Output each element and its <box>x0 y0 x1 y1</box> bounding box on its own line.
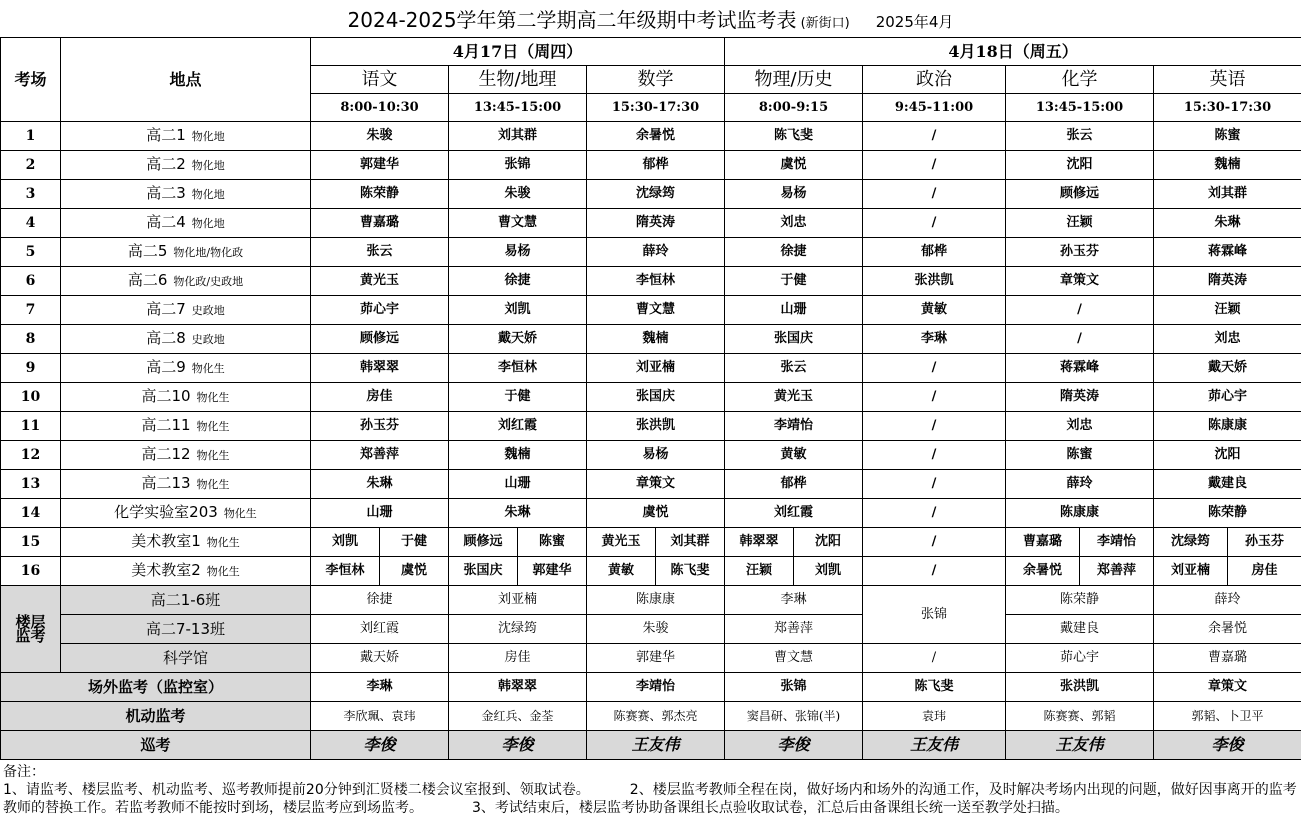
table-row <box>1 702 1301 731</box>
invigilator-cell: 沈阳 <box>794 528 863 557</box>
location-cell <box>61 354 311 383</box>
class-track: 物化生 <box>223 507 257 520</box>
invigilator-cell: 于健 <box>380 528 449 557</box>
invigilator-cell: 陈康康 <box>1006 499 1154 528</box>
invigilator-cell: 章策文 <box>1006 267 1154 296</box>
invigilator-cell: 沈阳 <box>1006 151 1154 180</box>
invigilator-cell: / <box>863 499 1006 528</box>
mobile-invigilator: 郭韬、卜卫平 <box>1154 702 1301 731</box>
invigilator-cell: 郁桦 <box>863 238 1006 267</box>
title-campus: (新街口) <box>800 16 850 31</box>
class-track: 物化生 <box>196 420 230 433</box>
invigilator-cell: 黄敏 <box>863 296 1006 325</box>
location-name: 美术教室1 <box>131 532 201 550</box>
invigilator-cell: 朱骏 <box>311 122 449 151</box>
floor-invigilator: 郭建华 <box>587 644 725 673</box>
time-header: 15:30-17:30 <box>587 94 725 122</box>
invigilator-cell: 李琳 <box>863 325 1006 354</box>
invigilator-cell: 房佳 <box>1228 557 1301 586</box>
invigilator-cell: 黄敏 <box>725 441 863 470</box>
invigilator-cell: / <box>863 528 1006 557</box>
time-header: 15:30-17:30 <box>1154 94 1301 122</box>
location-name: 高二12 <box>141 445 191 463</box>
invigilator-cell: / <box>863 557 1006 586</box>
notes-head: 备注： <box>3 764 45 780</box>
invigilator-cell: 薛玲 <box>1006 470 1154 499</box>
class-track: 史政地 <box>191 333 225 346</box>
invigilator-cell: 隋英涛 <box>1154 267 1301 296</box>
table-row <box>1 325 1301 354</box>
table-row <box>1 470 1301 499</box>
invigilator-cell: 刘凯 <box>311 528 380 557</box>
floor-invigilator: 徐捷 <box>311 586 449 615</box>
class-track: 物化地/物化政 <box>173 246 244 259</box>
room-number: 6 <box>1 267 61 296</box>
invigilator-cell: 于健 <box>725 267 863 296</box>
invigilator-cell: 刘忠 <box>1006 412 1154 441</box>
page-title <box>0 4 1301 34</box>
location-cell <box>61 151 311 180</box>
invigilator-cell: 蒋霖峰 <box>1006 354 1154 383</box>
outside-invigilator: 李靖怡 <box>587 673 725 702</box>
mobile-invigilator: 陈赛赛、郭韬 <box>1006 702 1154 731</box>
room-number: 5 <box>1 238 61 267</box>
outside-invigilator: 章策文 <box>1154 673 1301 702</box>
invigilation-table <box>0 37 1301 760</box>
location-cell <box>61 412 311 441</box>
invigilator-cell: 朱琳 <box>1154 209 1301 238</box>
location-name: 高二4 <box>146 213 186 231</box>
invigilator-cell: 戴天娇 <box>1154 354 1301 383</box>
table-row <box>1 267 1301 296</box>
class-track: 物化地 <box>191 188 225 201</box>
invigilator-cell: 沈绿筠 <box>587 180 725 209</box>
room-number: 11 <box>1 412 61 441</box>
invigilator-cell: 李恒林 <box>449 354 587 383</box>
floor-invigilator: 茆心宇 <box>1006 644 1154 673</box>
invigilator-cell: 徐捷 <box>449 267 587 296</box>
table-row <box>1 354 1301 383</box>
patrol-invigilator: 王友伟 <box>587 731 725 760</box>
invigilator-cell: 刘红霞 <box>725 499 863 528</box>
class-track: 物化生 <box>206 536 240 549</box>
invigilator-cell: 刘其群 <box>1154 180 1301 209</box>
invigilator-cell: 朱琳 <box>449 499 587 528</box>
room-number: 12 <box>1 441 61 470</box>
room-number: 10 <box>1 383 61 412</box>
table-row <box>1 180 1301 209</box>
floor-invigilator: 薛玲 <box>1154 586 1301 615</box>
floor-invigilator: 曹嘉璐 <box>1154 644 1301 673</box>
invigilator-cell: 沈绿筠 <box>1154 528 1228 557</box>
floor-invigilator: 曹文慧 <box>725 644 863 673</box>
subject-header: 生物/地理 <box>449 66 587 94</box>
invigilator-cell: 虞悦 <box>380 557 449 586</box>
invigilator-cell: / <box>1006 325 1154 354</box>
invigilator-cell: 章策文 <box>587 470 725 499</box>
invigilator-cell: 于健 <box>449 383 587 412</box>
header-day1: 4月17日（周四） <box>311 38 725 66</box>
title-date: 2025年4月 <box>875 13 954 31</box>
outside-invigilator: 张洪凯 <box>1006 673 1154 702</box>
invigilator-cell: 陈蜜 <box>1006 441 1154 470</box>
room-number: 1 <box>1 122 61 151</box>
table-row <box>1 586 1301 615</box>
patrol-invigilator: 李俊 <box>1154 731 1301 760</box>
patrol-invigilator: 王友伟 <box>863 731 1006 760</box>
patrol-invigilator: 李俊 <box>725 731 863 760</box>
location-name: 高二2 <box>146 155 186 173</box>
time-header: 9:45-11:00 <box>863 94 1006 122</box>
time-header: 13:45-15:00 <box>1006 94 1154 122</box>
room-number: 7 <box>1 296 61 325</box>
invigilator-cell: 薛玲 <box>587 238 725 267</box>
subject-header: 英语 <box>1154 66 1301 94</box>
table-row <box>1 296 1301 325</box>
table-row <box>1 528 1301 557</box>
invigilator-cell: / <box>863 383 1006 412</box>
invigilator-cell: 郭建华 <box>518 557 587 586</box>
invigilator-cell: 隋英涛 <box>587 209 725 238</box>
notes-body <box>3 781 1298 817</box>
invigilator-cell: 陈荣静 <box>311 180 449 209</box>
invigilator-cell: / <box>863 412 1006 441</box>
floor-invigilator: 刘红霞 <box>311 615 449 644</box>
patrol-invigilator: 李俊 <box>311 731 449 760</box>
subject-header: 语文 <box>311 66 449 94</box>
location-cell <box>61 238 311 267</box>
note-2: 2、楼层监考教师全程在岗，做好场内和场外的沟通工作，及时解决考场内出现的问题，做好因事离开的监考教师的替换工作。若监考教师不能按时到场，楼层监考应到场监考。 <box>3 782 1297 816</box>
invigilator-cell: 郑善萍 <box>1080 557 1154 586</box>
invigilator-cell: / <box>863 470 1006 499</box>
invigilator-cell: 韩翠翠 <box>311 354 449 383</box>
location-name: 高二9 <box>146 358 186 376</box>
mobile-invigilator: 金红兵、金荃 <box>449 702 587 731</box>
invigilator-cell: 张锦 <box>449 151 587 180</box>
room-number: 3 <box>1 180 61 209</box>
class-track: 物化地 <box>191 217 225 230</box>
invigilator-cell: 李恒林 <box>311 557 380 586</box>
invigilator-cell: 郁桦 <box>587 151 725 180</box>
floor-invigilator: / <box>863 644 1006 673</box>
invigilator-cell: 徐捷 <box>725 238 863 267</box>
invigilator-cell: 山珊 <box>449 470 587 499</box>
location-name: 高二10 <box>141 387 191 405</box>
location-cell <box>61 267 311 296</box>
location-cell <box>61 528 311 557</box>
location-cell <box>61 441 311 470</box>
location-cell <box>61 383 311 412</box>
note-3: 3、考试结束后，楼层监考协助备课组长点验收取试卷，汇总后由备课组长统一送至教学处扫描。 <box>471 800 1069 816</box>
invigilator-cell: 陈康康 <box>1154 412 1301 441</box>
floor-location: 高二1-6班 <box>61 586 311 615</box>
invigilator-cell: 郁桦 <box>725 470 863 499</box>
outside-invigilator: 张锦 <box>725 673 863 702</box>
invigilator-cell: 顾修远 <box>449 528 518 557</box>
invigilator-cell: 郭建华 <box>311 151 449 180</box>
invigilator-cell: 刘其群 <box>656 528 725 557</box>
table-row <box>1 412 1301 441</box>
invigilator-cell: 曹文慧 <box>449 209 587 238</box>
floor-supervision-label: 楼层 监考 <box>1 586 61 673</box>
invigilator-cell: 黄光玉 <box>587 528 656 557</box>
note-1: 1、请监考、楼层监考、机动监考、巡考教师提前20分钟到汇贤楼二楼会议室报到、领取试卷。 <box>3 782 590 798</box>
floor-invigilator: 陈康康 <box>587 586 725 615</box>
invigilator-cell: 朱琳 <box>311 470 449 499</box>
header-room: 考场 <box>1 38 61 122</box>
notes <box>3 763 1298 817</box>
class-track: 物化生 <box>196 449 230 462</box>
table-row <box>1 151 1301 180</box>
room-number: 8 <box>1 325 61 354</box>
header-day2: 4月18日（周五） <box>725 38 1301 66</box>
mobile-invigilator: 陈赛赛、郭杰亮 <box>587 702 725 731</box>
location-name: 高二3 <box>146 184 186 202</box>
invigilator-cell: 陈蜜 <box>518 528 587 557</box>
invigilator-cell: 李恒林 <box>587 267 725 296</box>
mobile-invigilator: 窦昌研、张锦(半) <box>725 702 863 731</box>
subject-header: 物理/历史 <box>725 66 863 94</box>
invigilator-cell: 山珊 <box>725 296 863 325</box>
invigilator-cell: 刘其群 <box>449 122 587 151</box>
invigilator-cell: 刘忠 <box>725 209 863 238</box>
patrol-invigilator: 王友伟 <box>1006 731 1154 760</box>
invigilator-cell: 陈蜜 <box>1154 122 1301 151</box>
invigilator-cell: 孙玉芬 <box>311 412 449 441</box>
invigilator-cell: 李靖怡 <box>1080 528 1154 557</box>
location-name: 高二13 <box>141 474 191 492</box>
location-cell <box>61 180 311 209</box>
table-row <box>1 557 1301 586</box>
time-header: 8:00-10:30 <box>311 94 449 122</box>
room-number: 13 <box>1 470 61 499</box>
floor-invigilator: 朱骏 <box>587 615 725 644</box>
invigilator-cell: 刘凯 <box>794 557 863 586</box>
invigilator-cell: / <box>863 180 1006 209</box>
mobile-label: 机动监考 <box>1 702 311 731</box>
class-track: 物化生 <box>206 565 240 578</box>
class-track: 物化地 <box>191 130 225 143</box>
floor-invigilator: 戴天娇 <box>311 644 449 673</box>
invigilator-cell: 张国庆 <box>725 325 863 354</box>
invigilator-cell: 魏楠 <box>587 325 725 354</box>
invigilator-cell: 刘忠 <box>1154 325 1301 354</box>
invigilator-cell: 虞悦 <box>725 151 863 180</box>
class-track: 物化生 <box>196 478 230 491</box>
location-cell <box>61 557 311 586</box>
invigilator-cell: 虞悦 <box>587 499 725 528</box>
invigilator-cell: 黄敏 <box>587 557 656 586</box>
mobile-invigilator: 李欣珮、袁玮 <box>311 702 449 731</box>
invigilator-cell: 孙玉芬 <box>1006 238 1154 267</box>
invigilator-cell: 汪颖 <box>725 557 794 586</box>
table-row <box>1 731 1301 760</box>
invigilator-cell: 蒋霖峰 <box>1154 238 1301 267</box>
location-cell <box>61 209 311 238</box>
table-row <box>1 441 1301 470</box>
location-name: 高二1 <box>146 126 186 144</box>
patrol-invigilator: 李俊 <box>449 731 587 760</box>
invigilator-cell: 曹文慧 <box>587 296 725 325</box>
outside-invigilator: 陈飞斐 <box>863 673 1006 702</box>
table-row <box>1 209 1301 238</box>
invigilator-cell: 余暑悦 <box>1006 557 1080 586</box>
invigilator-cell: 山珊 <box>311 499 449 528</box>
invigilator-cell: / <box>863 354 1006 383</box>
invigilator-cell: 刘红霞 <box>449 412 587 441</box>
invigilator-cell: / <box>1006 296 1154 325</box>
floor-invigilator: 郑善萍 <box>725 615 863 644</box>
invigilator-cell: / <box>863 209 1006 238</box>
invigilator-cell: 魏楠 <box>449 441 587 470</box>
invigilator-cell: / <box>863 151 1006 180</box>
invigilator-cell: 曹嘉璐 <box>1006 528 1080 557</box>
table-row <box>1 644 1301 673</box>
title-main: 2024-2025学年第二学期高二年级期中考试监考表 <box>347 8 797 32</box>
location-name: 高二8 <box>146 329 186 347</box>
invigilator-cell: 顾修远 <box>311 325 449 354</box>
floor-invigilator: 沈绿筠 <box>449 615 587 644</box>
patrol-label: 巡考 <box>1 731 311 760</box>
time-header: 8:00-9:15 <box>725 94 863 122</box>
location-cell <box>61 499 311 528</box>
invigilator-cell: 韩翠翠 <box>725 528 794 557</box>
invigilator-cell: 易杨 <box>587 441 725 470</box>
invigilator-cell: 孙玉芬 <box>1228 528 1301 557</box>
floor-politics: 张锦 <box>863 586 1006 644</box>
table-row <box>1 673 1301 702</box>
mobile-invigilator: 袁玮 <box>863 702 1006 731</box>
invigilator-cell: 魏楠 <box>1154 151 1301 180</box>
invigilator-cell: 张洪凯 <box>863 267 1006 296</box>
invigilator-cell: 汪颖 <box>1154 296 1301 325</box>
location-name: 化学实验室203 <box>114 503 218 521</box>
invigilator-cell: 刘亚楠 <box>587 354 725 383</box>
invigilator-cell: 茆心宇 <box>311 296 449 325</box>
invigilator-cell: / <box>863 122 1006 151</box>
invigilator-cell: 戴建良 <box>1154 470 1301 499</box>
time-header: 13:45-15:00 <box>449 94 587 122</box>
room-number: 2 <box>1 151 61 180</box>
floor-invigilator: 李琳 <box>725 586 863 615</box>
invigilator-cell: 张国庆 <box>449 557 518 586</box>
invigilator-cell: 余暑悦 <box>587 122 725 151</box>
table-row <box>1 615 1301 644</box>
location-cell <box>61 296 311 325</box>
subject-header: 数学 <box>587 66 725 94</box>
location-name: 高二7 <box>146 300 186 318</box>
invigilator-cell: 陈荣静 <box>1154 499 1301 528</box>
outside-invigilator: 李琳 <box>311 673 449 702</box>
table-row <box>1 238 1301 267</box>
invigilator-cell: 张云 <box>1006 122 1154 151</box>
outside-invigilator: 韩翠翠 <box>449 673 587 702</box>
class-track: 史政地 <box>191 304 225 317</box>
invigilator-cell: 隋英涛 <box>1006 383 1154 412</box>
table-row <box>1 38 1301 66</box>
floor-invigilator: 房佳 <box>449 644 587 673</box>
class-track: 物化生 <box>196 391 230 404</box>
floor-invigilator: 余暑悦 <box>1154 615 1301 644</box>
invigilator-cell: / <box>863 441 1006 470</box>
invigilator-cell: 刘亚楠 <box>1154 557 1228 586</box>
invigilator-cell: 顾修远 <box>1006 180 1154 209</box>
header-location: 地点 <box>61 38 311 122</box>
floor-invigilator: 陈荣静 <box>1006 586 1154 615</box>
invigilator-cell: 曹嘉璐 <box>311 209 449 238</box>
location-cell <box>61 470 311 499</box>
floor-location: 科学馆 <box>61 644 311 673</box>
invigilator-cell: 易杨 <box>449 238 587 267</box>
location-cell <box>61 325 311 354</box>
invigilator-cell: 李靖怡 <box>725 412 863 441</box>
subject-header: 政治 <box>863 66 1006 94</box>
invigilator-cell: 沈阳 <box>1154 441 1301 470</box>
location-name: 高二6 <box>127 271 168 289</box>
class-track: 物化生 <box>191 362 225 375</box>
invigilator-cell: 易杨 <box>725 180 863 209</box>
invigilator-cell: 刘凯 <box>449 296 587 325</box>
invigilator-cell: 张洪凯 <box>587 412 725 441</box>
room-number: 16 <box>1 557 61 586</box>
invigilator-cell: 戴天娇 <box>449 325 587 354</box>
invigilator-cell: 陈飞斐 <box>656 557 725 586</box>
class-track: 物化政/史政地 <box>173 275 244 288</box>
invigilator-cell: 汪颖 <box>1006 209 1154 238</box>
invigilator-cell: 茆心宇 <box>1154 383 1301 412</box>
class-track: 物化地 <box>191 159 225 172</box>
room-number: 14 <box>1 499 61 528</box>
room-number: 9 <box>1 354 61 383</box>
location-cell <box>61 122 311 151</box>
location-name: 美术教室2 <box>131 561 201 579</box>
outside-label: 场外监考（监控室） <box>1 673 311 702</box>
table-row <box>1 383 1301 412</box>
room-number: 4 <box>1 209 61 238</box>
invigilator-cell: 朱骏 <box>449 180 587 209</box>
room-number: 15 <box>1 528 61 557</box>
subject-header: 化学 <box>1006 66 1154 94</box>
invigilator-cell: 张国庆 <box>587 383 725 412</box>
invigilator-cell: 陈飞斐 <box>725 122 863 151</box>
location-name: 高二5 <box>127 242 168 260</box>
location-name: 高二11 <box>141 416 191 434</box>
table-row <box>1 499 1301 528</box>
invigilator-cell: 黄光玉 <box>725 383 863 412</box>
invigilator-cell: 张云 <box>725 354 863 383</box>
floor-location: 高二7-13班 <box>61 615 311 644</box>
invigilator-cell: 房佳 <box>311 383 449 412</box>
floor-invigilator: 戴建良 <box>1006 615 1154 644</box>
table-row <box>1 122 1301 151</box>
invigilator-cell: 黄光玉 <box>311 267 449 296</box>
floor-invigilator: 刘亚楠 <box>449 586 587 615</box>
invigilator-cell: 张云 <box>311 238 449 267</box>
invigilator-cell: 郑善萍 <box>311 441 449 470</box>
